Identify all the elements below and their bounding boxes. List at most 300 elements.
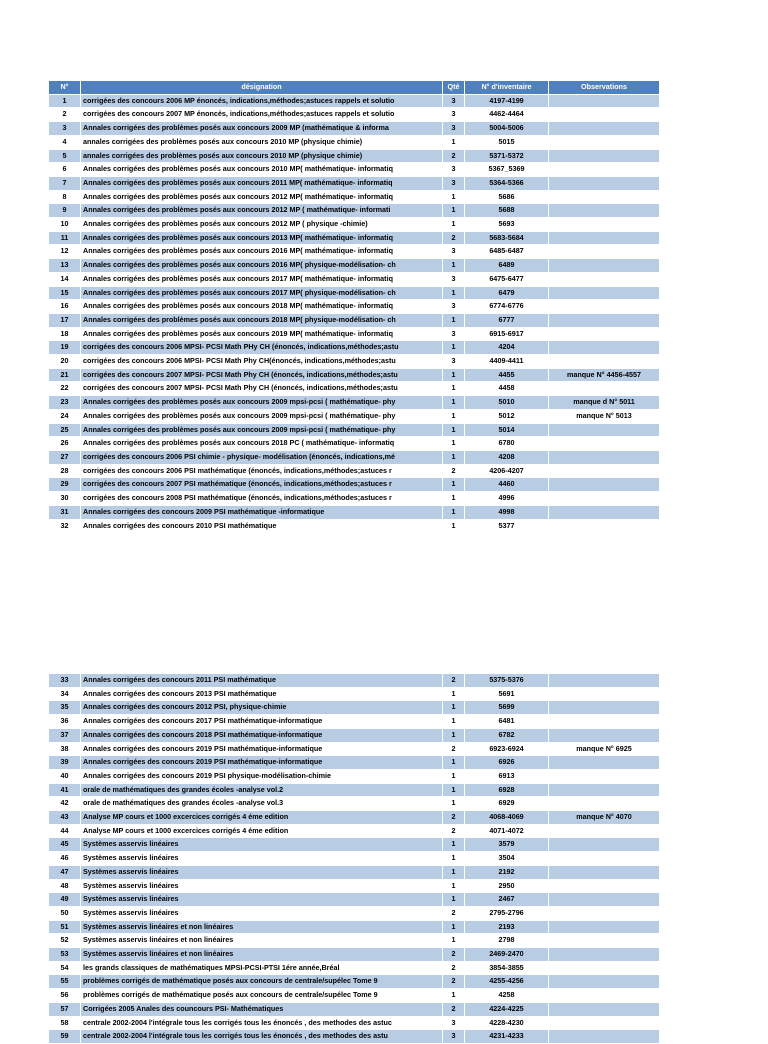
table-row [49, 396, 660, 410]
row-number: 39 [49, 756, 81, 770]
designation-cell: Systèmes asservis linéaires [81, 852, 443, 866]
table-row [49, 313, 660, 327]
designation-cell: Annales corrigées des problèmes posés aux concours 2009 mpsi-pcsi ( mathématique- phy [81, 409, 443, 423]
designation-cell: Systèmes asservis linéaires [81, 879, 443, 893]
quantity-cell: 3 [443, 355, 465, 369]
table-row [49, 245, 660, 259]
observation-cell [549, 756, 660, 770]
designation-cell: Annales corrigées des problèmes posés aux concours 2010 MP( mathématique- informatiq [81, 163, 443, 177]
observation-cell [549, 272, 660, 286]
quantity-cell: 1 [443, 286, 465, 300]
inventory-number-cell: 6926 [465, 756, 549, 770]
designation-cell: corrigées des concours 2006 PSI mathématique (énoncés, indications,méthodes;astuces r [81, 464, 443, 478]
table-row [49, 163, 660, 177]
inventory-number-cell: 4228-4230 [465, 1016, 549, 1030]
row-number: 33 [49, 674, 81, 688]
designation-cell: les grands classiques de mathématiques MPSI-PCSI-PTSI 1ére année,Bréal [81, 961, 443, 975]
inventory-number-cell: 4998 [465, 505, 549, 519]
designation-cell: corrigées des concours 2006 MPSI- PCSI Math PHy CH (énoncés, indications,méthodes;astu [81, 341, 443, 355]
row-number: 11 [49, 231, 81, 245]
inventory-number-cell: 5012 [465, 409, 549, 423]
row-number: 25 [49, 423, 81, 437]
row-number: 51 [49, 920, 81, 934]
observation-cell [549, 920, 660, 934]
inventory-number-cell: 5367_5369 [465, 163, 549, 177]
quantity-cell: 2 [443, 824, 465, 838]
observation-cell [549, 674, 660, 688]
observation-cell [549, 505, 660, 519]
table-row [49, 450, 660, 464]
quantity-cell: 1 [443, 879, 465, 893]
table-row [49, 231, 660, 245]
quantity-cell: 1 [443, 797, 465, 811]
quantity-cell: 1 [443, 259, 465, 273]
table-row [49, 715, 660, 729]
designation-cell: Analyse MP cours et 1000 excercices corrigés 4 éme edition [81, 824, 443, 838]
table-row [49, 94, 660, 108]
inventory-number-cell: 4068-4069 [465, 811, 549, 825]
designation-cell: Annales corrigées des problèmes posés aux concours 2009 mpsi-pcsi ( mathématique- phy [81, 423, 443, 437]
quantity-cell: 3 [443, 176, 465, 190]
quantity-cell: 3 [443, 1016, 465, 1030]
header-quantity: Qté [443, 81, 465, 95]
designation-cell: annales corrigées des problèmes posés aux concours 2010 MP (physique chimie) [81, 149, 443, 163]
row-number: 28 [49, 464, 81, 478]
inventory-number-cell: 6913 [465, 769, 549, 783]
quantity-cell: 2 [443, 906, 465, 920]
quantity-cell: 1 [443, 519, 465, 533]
designation-cell: corrigées des concours 2006 MP énoncés, indications,méthodes;astuces rappels et solutio [81, 94, 443, 108]
row-number: 16 [49, 300, 81, 314]
table-row [49, 948, 660, 962]
table-row [49, 492, 660, 506]
observation-cell [549, 245, 660, 259]
quantity-cell: 1 [443, 450, 465, 464]
inventory-number-cell: 5364-5366 [465, 176, 549, 190]
observation-cell [549, 934, 660, 948]
quantity-cell: 1 [443, 934, 465, 948]
table-row [49, 674, 660, 688]
row-number: 57 [49, 1002, 81, 1016]
observation-cell [549, 190, 660, 204]
row-number: 31 [49, 505, 81, 519]
designation-cell: Annales corrigées des concours 2013 PSI mathématique [81, 687, 443, 701]
quantity-cell: 1 [443, 701, 465, 715]
quantity-cell: 1 [443, 478, 465, 492]
quantity-cell: 1 [443, 920, 465, 934]
designation-cell: corrigées des concours 2007 MPSI- PCSI Math Phy CH (énoncés, indications,méthodes;astu [81, 368, 443, 382]
inventory-number-cell: 6780 [465, 437, 549, 451]
quantity-cell: 3 [443, 300, 465, 314]
designation-cell: Annales corrigées des problèmes posés aux concours 2012 MP( mathématique- informatiq [81, 190, 443, 204]
inventory-number-cell: 3854-3855 [465, 961, 549, 975]
row-number: 7 [49, 176, 81, 190]
table-row [49, 464, 660, 478]
quantity-cell: 2 [443, 231, 465, 245]
quantity-cell: 1 [443, 368, 465, 382]
observation-cell [549, 948, 660, 962]
row-number: 32 [49, 519, 81, 533]
inventory-number-cell: 5375-5376 [465, 674, 549, 688]
observation-cell [549, 176, 660, 190]
row-number: 19 [49, 341, 81, 355]
designation-cell: Annales corrigées des problèmes posés aux concours 2009 mpsi-pcsi ( mathématique- phy [81, 396, 443, 410]
table-row [49, 742, 660, 756]
designation-cell: Annales corrigées des problèmes posés aux concours 2012 MP ( mathématique- informati [81, 204, 443, 218]
row-number: 6 [49, 163, 81, 177]
header-inventory-number: N° d'inventaire [465, 81, 549, 95]
row-number: 42 [49, 797, 81, 811]
row-number: 55 [49, 975, 81, 989]
inventory-number-cell: 3579 [465, 838, 549, 852]
designation-cell: Annales corrigées des problèmes posés aux concours 2012 MP ( physique -chimie) [81, 218, 443, 232]
inventory-number-cell: 5686 [465, 190, 549, 204]
table-row [49, 505, 660, 519]
designation-cell: Annales corrigées des concours 2019 PSI mathématique-informatique [81, 742, 443, 756]
inventory-number-cell: 6777 [465, 313, 549, 327]
row-number: 27 [49, 450, 81, 464]
observation-cell [549, 300, 660, 314]
inventory-number-cell: 2950 [465, 879, 549, 893]
quantity-cell: 2 [443, 948, 465, 962]
table-row [49, 135, 660, 149]
inventory-number-cell: 4231-4233 [465, 1030, 549, 1044]
table-row [49, 259, 660, 273]
row-number: 41 [49, 783, 81, 797]
row-number: 53 [49, 948, 81, 962]
designation-cell: corrigées des concours 2008 PSI mathématique (énoncés, indications,méthodes;astuces r [81, 492, 443, 506]
table-row [49, 423, 660, 437]
row-number: 3 [49, 122, 81, 136]
designation-cell: corrigées des concours 2007 MPSI- PCSI Math Phy CH (énoncés, indications,méthodes;astu [81, 382, 443, 396]
table-row [49, 756, 660, 770]
quantity-cell: 3 [443, 94, 465, 108]
table-row [49, 769, 660, 783]
row-number: 5 [49, 149, 81, 163]
observation-cell [549, 231, 660, 245]
quantity-cell: 2 [443, 961, 465, 975]
table-row [49, 838, 660, 852]
designation-cell: Annales corrigées des concours 2011 PSI mathématique [81, 674, 443, 688]
inventory-number-cell: 5371-5372 [465, 149, 549, 163]
designation-cell: Annales corrigées des concours 2010 PSI mathématique [81, 519, 443, 533]
inventory-number-cell: 2193 [465, 920, 549, 934]
row-number: 8 [49, 190, 81, 204]
row-number: 22 [49, 382, 81, 396]
observation-cell [549, 464, 660, 478]
inventory-number-cell: 6489 [465, 259, 549, 273]
table-row [49, 519, 660, 533]
observation-cell [549, 122, 660, 136]
table-row [49, 409, 660, 423]
observation-cell [549, 94, 660, 108]
observation-cell [549, 989, 660, 1003]
row-number: 34 [49, 687, 81, 701]
table-row [49, 478, 660, 492]
designation-cell: Annales corrigées des concours 2019 PSI mathématique-informatique [81, 756, 443, 770]
table-1-body [49, 94, 660, 533]
quantity-cell: 1 [443, 505, 465, 519]
designation-cell: Systèmes asservis linéaires et non linéaires [81, 948, 443, 962]
designation-cell: Annales corrigées des problèmes posés aux concours 2016 MP( mathématique- informatiq [81, 245, 443, 259]
row-number: 43 [49, 811, 81, 825]
designation-cell: Systèmes asservis linéaires [81, 906, 443, 920]
observation-cell [549, 382, 660, 396]
table-row [49, 687, 660, 701]
header-designation: désignation [81, 81, 443, 95]
quantity-cell: 1 [443, 769, 465, 783]
quantity-cell: 3 [443, 245, 465, 259]
inventory-table-1 [48, 80, 660, 533]
inventory-number-cell: 5688 [465, 204, 549, 218]
designation-cell: Systèmes asservis linéaires [81, 893, 443, 907]
table-row [49, 368, 660, 382]
inventory-number-cell: 5377 [465, 519, 549, 533]
quantity-cell: 1 [443, 204, 465, 218]
inventory-number-cell: 5693 [465, 218, 549, 232]
table-row [49, 108, 660, 122]
observation-cell [549, 1002, 660, 1016]
table-row [49, 382, 660, 396]
quantity-cell: 3 [443, 122, 465, 136]
inventory-number-cell: 5683-5684 [465, 231, 549, 245]
observation-cell [549, 1016, 660, 1030]
observation-cell [549, 218, 660, 232]
observation-cell [549, 879, 660, 893]
inventory-number-cell: 4204 [465, 341, 549, 355]
row-number: 36 [49, 715, 81, 729]
row-number: 49 [49, 893, 81, 907]
quantity-cell: 3 [443, 163, 465, 177]
row-number: 44 [49, 824, 81, 838]
observation-cell [549, 769, 660, 783]
observation-cell [549, 204, 660, 218]
row-number: 18 [49, 327, 81, 341]
row-number: 45 [49, 838, 81, 852]
quantity-cell: 1 [443, 218, 465, 232]
table-row [49, 204, 660, 218]
inventory-number-cell: 5004-5006 [465, 122, 549, 136]
designation-cell: Annales corrigées des problèmes posés aux concours 2018 MP( mathématique- informatiq [81, 300, 443, 314]
table-row [49, 300, 660, 314]
designation-cell: problèmes corrigés de mathématique posés aux concours de centrale/supélec Tome 9 [81, 989, 443, 1003]
row-number: 23 [49, 396, 81, 410]
table-row [49, 701, 660, 715]
inventory-number-cell: 5699 [465, 701, 549, 715]
table-row [49, 865, 660, 879]
table-row [49, 783, 660, 797]
observation-cell [549, 838, 660, 852]
observation-cell [549, 715, 660, 729]
quantity-cell: 1 [443, 865, 465, 879]
table-row [49, 341, 660, 355]
inventory-number-cell: 4996 [465, 492, 549, 506]
table-row [49, 728, 660, 742]
quantity-cell: 3 [443, 1030, 465, 1044]
quantity-cell: 1 [443, 783, 465, 797]
row-number: 50 [49, 906, 81, 920]
table-row [49, 176, 660, 190]
inventory-number-cell: 2192 [465, 865, 549, 879]
inventory-number-cell: 6923-6924 [465, 742, 549, 756]
observation-cell [549, 701, 660, 715]
row-number: 21 [49, 368, 81, 382]
table-row [49, 934, 660, 948]
observation-cell [549, 135, 660, 149]
designation-cell: annales corrigées des problèmes posés aux concours 2010 MP (physique chimie) [81, 135, 443, 149]
inventory-number-cell: 6774-6776 [465, 300, 549, 314]
quantity-cell: 1 [443, 989, 465, 1003]
quantity-cell: 1 [443, 728, 465, 742]
table-row [49, 811, 660, 825]
designation-cell: Annales corrigées des problèmes posés aux concours 2017 MP( physique-modélisation- ch [81, 286, 443, 300]
row-number: 54 [49, 961, 81, 975]
row-number: 46 [49, 852, 81, 866]
row-number: 35 [49, 701, 81, 715]
quantity-cell: 2 [443, 464, 465, 478]
designation-cell: Annales corrigées des problèmes posés aux concours 2009 MP (mathématique & informa [81, 122, 443, 136]
inventory-number-cell: 4206-4207 [465, 464, 549, 478]
header-row [49, 81, 660, 95]
designation-cell: orale de mathématiques des grandes écoles -analyse vol.3 [81, 797, 443, 811]
designation-cell: Annales corrigées des problèmes posés aux concours 2016 MP( physique-modélisation- ch [81, 259, 443, 273]
designation-cell: corrigées des concours 2006 PSI chimie - physique- modélisation (énoncés, indications,mé [81, 450, 443, 464]
table-2-body [49, 674, 660, 1044]
observation-cell [549, 108, 660, 122]
observation-cell [549, 824, 660, 838]
table-row [49, 961, 660, 975]
observation-cell [549, 865, 660, 879]
row-number: 9 [49, 204, 81, 218]
inventory-number-cell: 4462-4464 [465, 108, 549, 122]
designation-cell: Analyse MP cours et 1000 excercices corrigés 4 éme edition [81, 811, 443, 825]
designation-cell: Systèmes asservis linéaires et non linéaires [81, 920, 443, 934]
table-row [49, 824, 660, 838]
designation-cell: Systèmes asservis linéaires et non linéaires [81, 934, 443, 948]
table-row [49, 149, 660, 163]
row-number: 56 [49, 989, 81, 1003]
row-number: 52 [49, 934, 81, 948]
observation-cell [549, 437, 660, 451]
table-row [49, 437, 660, 451]
row-number: 29 [49, 478, 81, 492]
table-row [49, 218, 660, 232]
quantity-cell: 2 [443, 674, 465, 688]
table-row [49, 355, 660, 369]
table-row [49, 989, 660, 1003]
inventory-number-cell: 3504 [465, 852, 549, 866]
observation-cell: manque d N° 5011 [549, 396, 660, 410]
observation-cell [549, 327, 660, 341]
inventory-number-cell: 4224-4225 [465, 1002, 549, 1016]
table-row [49, 906, 660, 920]
designation-cell: Annales corrigées des concours 2018 PSI mathématique-informatique [81, 728, 443, 742]
row-number: 30 [49, 492, 81, 506]
table-row [49, 975, 660, 989]
table-row [49, 893, 660, 907]
row-number: 59 [49, 1030, 81, 1044]
observation-cell [549, 149, 660, 163]
observation-cell [549, 783, 660, 797]
inventory-number-cell: 6928 [465, 783, 549, 797]
header-number: N° [49, 81, 81, 95]
inventory-number-cell: 6479 [465, 286, 549, 300]
quantity-cell: 2 [443, 975, 465, 989]
observation-cell: manque N° 4070 [549, 811, 660, 825]
quantity-cell: 3 [443, 272, 465, 286]
quantity-cell: 1 [443, 409, 465, 423]
quantity-cell: 1 [443, 852, 465, 866]
row-number: 38 [49, 742, 81, 756]
designation-cell: Corrigées 2005 Anales des councours PSI- Mathématiques [81, 1002, 443, 1016]
quantity-cell: 1 [443, 838, 465, 852]
quantity-cell: 1 [443, 313, 465, 327]
table-row [49, 190, 660, 204]
quantity-cell: 1 [443, 756, 465, 770]
inventory-number-cell: 4208 [465, 450, 549, 464]
inventory-number-cell: 4071-4072 [465, 824, 549, 838]
quantity-cell: 1 [443, 396, 465, 410]
inventory-number-cell: 6481 [465, 715, 549, 729]
quantity-cell: 2 [443, 149, 465, 163]
table-row [49, 327, 660, 341]
table-row [49, 879, 660, 893]
inventory-number-cell: 4458 [465, 382, 549, 396]
inventory-number-cell: 4255-4256 [465, 975, 549, 989]
quantity-cell: 1 [443, 423, 465, 437]
quantity-cell: 1 [443, 341, 465, 355]
inventory-table-2 [48, 673, 660, 1044]
inventory-number-cell: 6782 [465, 728, 549, 742]
row-number: 4 [49, 135, 81, 149]
row-number: 26 [49, 437, 81, 451]
observation-cell [549, 852, 660, 866]
designation-cell: Annales corrigées des concours 2012 PSI, physique-chimie [81, 701, 443, 715]
designation-cell: corrigées des concours 2006 MPSI- PCSI Math Phy CH(énoncés, indications,méthodes;astu [81, 355, 443, 369]
inventory-number-cell: 4460 [465, 478, 549, 492]
row-number: 15 [49, 286, 81, 300]
quantity-cell: 3 [443, 108, 465, 122]
quantity-cell: 2 [443, 742, 465, 756]
designation-cell: centrale 2002-2004 l'intégrale tous les corrigés tous les énoncés , des methodes des astuc [81, 1016, 443, 1030]
quantity-cell: 3 [443, 327, 465, 341]
quantity-cell: 1 [443, 893, 465, 907]
quantity-cell: 1 [443, 687, 465, 701]
row-number: 40 [49, 769, 81, 783]
designation-cell: Annales corrigées des problèmes posés aux concours 2011 MP( mathématique- informatiq [81, 176, 443, 190]
row-number: 13 [49, 259, 81, 273]
header-observations: Observations [549, 81, 660, 95]
observation-cell [549, 961, 660, 975]
table-row [49, 1030, 660, 1044]
table-row [49, 920, 660, 934]
observation-cell [549, 893, 660, 907]
inventory-number-cell: 6485-6487 [465, 245, 549, 259]
row-number: 20 [49, 355, 81, 369]
designation-cell: Annales corrigées des problèmes posés aux concours 2013 MP( mathématique- informatiq [81, 231, 443, 245]
quantity-cell: 1 [443, 382, 465, 396]
designation-cell: Annales corrigées des problèmes posés aux concours 2017 MP( mathématique- informatiq [81, 272, 443, 286]
table-row [49, 122, 660, 136]
designation-cell: Annales corrigées des concours 2019 PSI physique-modélisation-chimie [81, 769, 443, 783]
quantity-cell: 1 [443, 437, 465, 451]
quantity-cell: 1 [443, 715, 465, 729]
inventory-number-cell: 6475-6477 [465, 272, 549, 286]
row-number: 48 [49, 879, 81, 893]
observation-cell [549, 975, 660, 989]
observation-cell [549, 313, 660, 327]
inventory-number-cell: 4409-4411 [465, 355, 549, 369]
